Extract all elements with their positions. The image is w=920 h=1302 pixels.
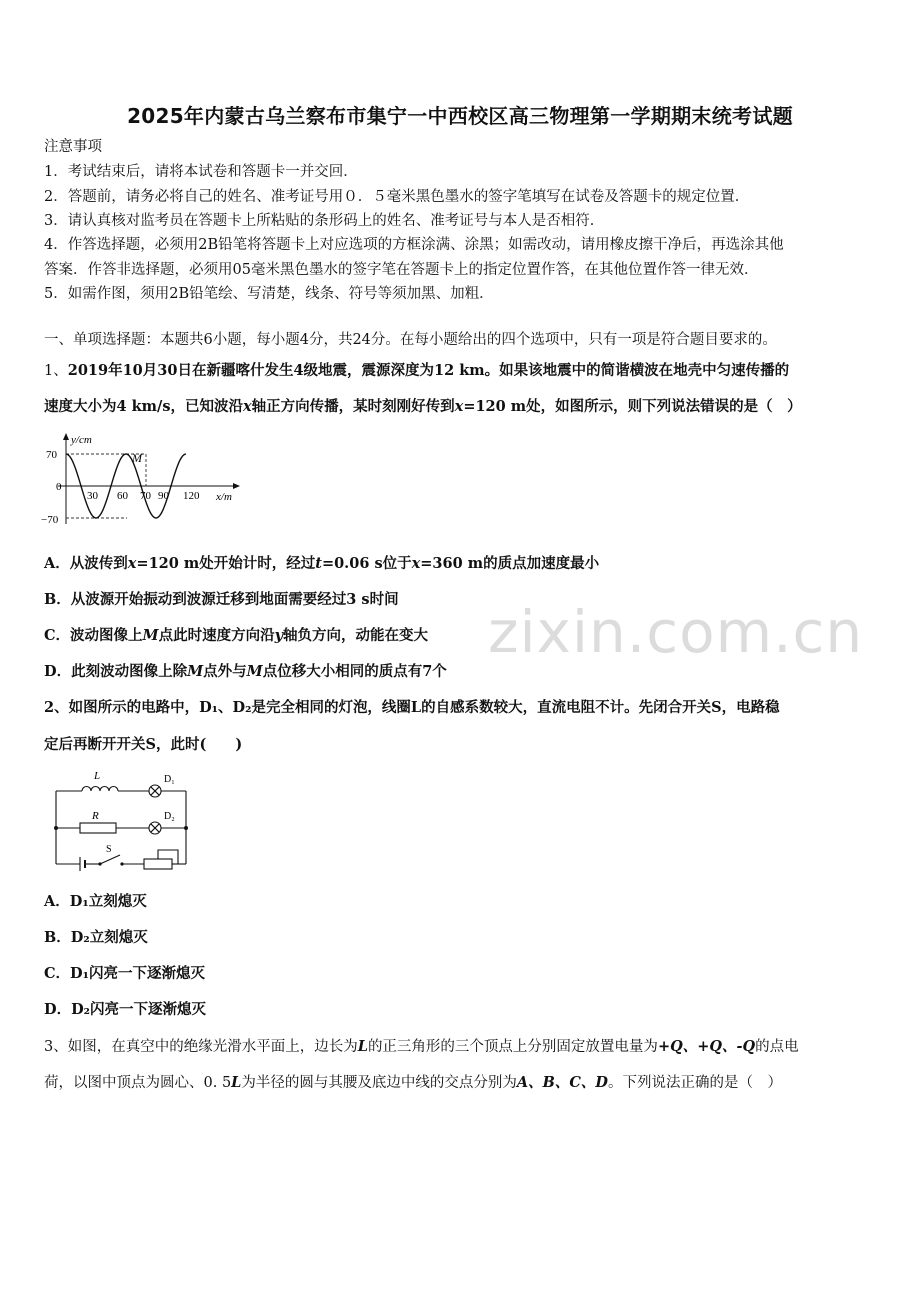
q3-text: 。下列说法正确的是（ ）: [608, 1075, 782, 1091]
lamp1-label: D₁: [164, 774, 175, 785]
option-text: D₁立刻熄灭: [69, 893, 147, 910]
var: M: [246, 663, 263, 680]
var: M: [187, 663, 204, 680]
option-text: 波动图像上: [70, 627, 143, 644]
q1-stem-line2: [44, 397, 802, 417]
option-text: 此刻波动图像上除: [71, 663, 188, 680]
var: x: [411, 555, 421, 572]
q3-text: 为半径的圆与其腰及底边中线的交点分别为: [241, 1075, 517, 1091]
y-tick-top: 70: [46, 449, 57, 461]
section-heading: 一、单项选择题：本题共6小题，每小题4分，共24分。在每小题给出的四个选项中，只有一项是符合题目要求的。: [44, 332, 777, 348]
switch-lever: [100, 855, 120, 864]
switch-contact: [98, 862, 101, 865]
notes-item: 5．如需作图，须用2B铅笔绘、写清楚，线条、符号等须加黑、加粗．: [44, 286, 494, 302]
notes-heading: 注意事项: [44, 139, 102, 155]
var-l: L: [231, 1074, 242, 1091]
q1-number: 1、: [44, 363, 68, 379]
watermark: zixin.com.cn: [488, 598, 864, 666]
q2-option-d[interactable]: [44, 1000, 206, 1020]
inductor-label: L: [94, 770, 101, 782]
origin-label: 0: [56, 481, 62, 493]
option-text: D₁闪亮一下逐渐熄灭: [70, 965, 205, 982]
option-label: C．: [44, 965, 71, 982]
var-x: x: [454, 398, 464, 415]
notes-item: 2．答题前，请务必将自己的姓名、准考证号用０．５毫米黑色墨水的签字笔填写在试卷及答题卡的规定位置．: [44, 189, 750, 205]
y-axis-arrow: [63, 433, 69, 440]
q3-text: 荷，以图中顶点为圆心、0. 5: [44, 1075, 232, 1091]
q3-stem-line1: [44, 1037, 799, 1057]
q3-text: 3、如图，在真空中的绝缘光滑水平面上，边长为: [44, 1039, 358, 1055]
points: A、B、C、D: [516, 1074, 608, 1091]
x-tick-120: 120: [183, 490, 200, 502]
lamp2-label: D₂: [164, 811, 175, 822]
option-label: A．: [44, 893, 70, 910]
option-text: D₂立刻熄灭: [70, 929, 148, 946]
var: x: [127, 555, 137, 572]
wave-figure: [36, 430, 246, 530]
option-text: =360 m的质点加速度最小: [420, 555, 600, 572]
notes-item: 答案．作答非选择题，必须用05毫米黑色墨水的签字笔在答题卡上的指定位置作答，在其他位置作答一律无效．: [44, 262, 759, 278]
option-text: 点外与: [203, 663, 247, 680]
var: t: [315, 555, 322, 572]
option-text: 从波传到: [69, 555, 128, 572]
y-tick-bottom: −70: [41, 514, 59, 526]
rheostat-slider: [158, 850, 178, 864]
page-title: 2025年内蒙古乌兰察布市集宁一中西校区高三物理第一学期期末统考试题: [127, 104, 793, 128]
resistor-r: [80, 823, 116, 833]
q2-stem-line1: 2、如图所示的电路中，D₁、D₂是完全相同的灯泡，线圈L的自感系数较大，直流电阻不计。先闭合开关S，电路稳: [44, 699, 780, 716]
switch-contact: [120, 862, 123, 865]
q1-stem-text: 轴正方向传播，某时刻刚好传到: [251, 398, 455, 415]
option-label: B．: [44, 929, 71, 946]
option-text: 点此时速度方向沿: [158, 627, 275, 644]
var: M: [142, 627, 159, 644]
q1-option-c[interactable]: [44, 626, 428, 646]
option-label: D．: [44, 1001, 72, 1018]
var-l: L: [357, 1038, 368, 1055]
junction-dot: [54, 826, 58, 830]
notes-item: 3．请认真核对监考员在答题卡上所粘贴的条形码上的姓名、准考证号与本人是否相符．: [44, 213, 605, 229]
point-m-label: M: [132, 451, 142, 465]
q3-text: 的正三角形的三个顶点上分别固定放置电量为: [367, 1039, 658, 1055]
x-tick-70: 70: [140, 490, 151, 502]
option-label: A．: [44, 555, 70, 572]
q1-stem-text: =120 m处，如图所示，则下列说法错误的是（ ）: [463, 398, 802, 415]
x-axis-label: x/m: [216, 491, 232, 503]
var-x: x: [243, 398, 252, 415]
q2-option-c[interactable]: [44, 964, 205, 984]
rheostat: [144, 859, 172, 869]
option-text: D₂闪亮一下逐渐熄灭: [71, 1001, 207, 1018]
x-tick-30: 30: [87, 490, 98, 502]
var: y: [274, 627, 284, 644]
inductor-coil: [82, 787, 118, 792]
option-text: 从波源开始振动到波源迁移到地面需要经过3 s时间: [70, 591, 399, 608]
junction-dot: [184, 826, 188, 830]
q1-option-d[interactable]: [44, 662, 447, 682]
notes-item: 1．考试结束后，请将本试卷和答题卡一并交回．: [44, 164, 358, 180]
q2-option-b[interactable]: [44, 928, 148, 948]
circuit-figure: [44, 766, 194, 874]
q1-stem-line1: [44, 361, 789, 381]
q2-stem-line2: 定后再断开开关S，此时( ): [44, 736, 243, 753]
y-axis-label: y/cm: [71, 434, 92, 446]
option-text: =0.06 s位于: [321, 555, 412, 572]
option-text: 点位移大小相同的质点有7个: [262, 663, 447, 680]
q1-stem-text: 速度大小为4 km/s，已知波沿: [44, 398, 243, 415]
option-label: C．: [44, 627, 71, 644]
q1-stem-text: 2019年10月30日在新疆喀什发生4级地震，震源深度为12 km。如果该地震中的简谐横波在地壳中匀速传播的: [67, 362, 790, 379]
q3-text: 的点电: [755, 1039, 799, 1055]
x-axis-arrow: [233, 483, 240, 489]
option-text: 轴负方向，动能在变大: [283, 627, 429, 644]
q1-option-b[interactable]: [44, 590, 399, 610]
option-label: D．: [44, 663, 72, 680]
x-tick-90: 90: [158, 490, 169, 502]
option-label: B．: [44, 591, 71, 608]
q1-option-a[interactable]: [44, 554, 599, 574]
x-tick-60: 60: [117, 490, 128, 502]
resistor-label: R: [92, 810, 99, 822]
option-text: =120 m处开始计时，经过: [136, 555, 316, 572]
q3-stem-line2: [44, 1073, 782, 1093]
q2-option-a[interactable]: [44, 892, 147, 912]
switch-label: S: [106, 844, 112, 855]
charges: +Q、+Q、-Q: [657, 1038, 756, 1055]
notes-item: 4．作答选择题，必须用2B铅笔将答题卡上对应选项的方框涂满、涂黑；如需改动，请用橡皮擦干净后，再选涂其他: [44, 237, 784, 253]
